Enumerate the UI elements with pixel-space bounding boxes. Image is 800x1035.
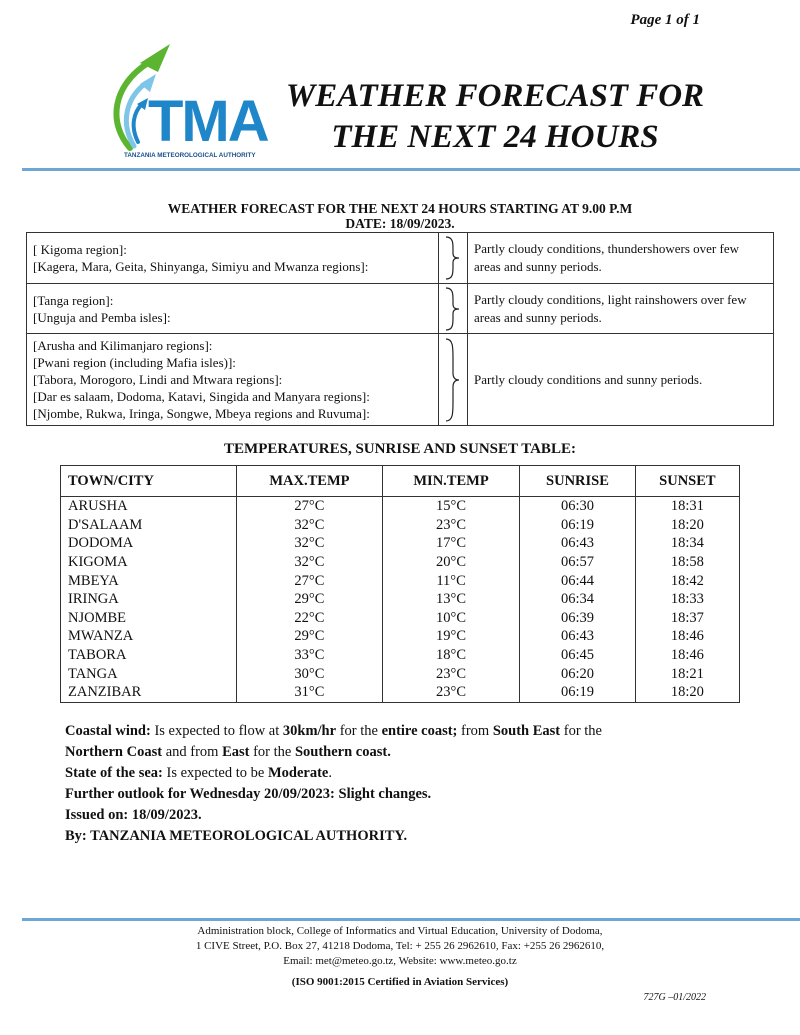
max-temp-cell: 33°C [237,646,383,665]
sunset-cell: 18:37 [635,609,739,628]
max-temp-cell: 32°C [237,553,383,572]
max-temp-cell: 32°C [237,534,383,553]
region-line: [Tanga region]: [33,292,114,308]
column-header: SUNSET [635,466,739,497]
region-line: [Njombe, Rukwa, Iringa, Songwe, Mbeya regions and Ruvuma]: [33,406,370,421]
form-code: 727G –01/2022 [643,992,706,1003]
min-temp-cell: 20°C [382,553,519,572]
wind-speed: 30km/hr [282,723,337,739]
region-row [27,334,774,426]
max-temp-cell: 27°C [237,571,383,590]
tma-logo-graphic [100,38,270,162]
min-temp-cell: 15°C [382,497,519,516]
table-row [61,553,740,572]
note-text: from [457,723,493,739]
region-row [27,233,774,284]
town-cell: ZANZIBAR [61,683,237,702]
town-cell: KIGOMA [61,553,237,572]
wind-direction: South East [492,723,561,739]
note-text: Is expected to be [162,765,268,781]
max-temp-cell: 27°C [237,497,383,516]
sunrise-cell: 06:45 [520,646,636,665]
note-text: Is expected to flow at [150,723,283,739]
forecast-heading [0,201,800,231]
max-temp-cell: 29°C [237,590,383,609]
wind-label: Coastal wind: [65,723,151,739]
issued-date: Issued on: 18/09/2023. [65,807,202,823]
note-text: for the [249,744,295,760]
column-header: MIN.TEMP [382,466,519,497]
sunrise-cell: 06:57 [520,553,636,572]
min-temp-cell: 11°C [382,571,519,590]
note-text: for the [560,723,602,739]
coastal-wind-note [65,721,705,763]
max-temp-cell: 32°C [237,516,383,535]
sea-value: Moderate [267,765,329,781]
region-forecast: Partly cloudy conditions, thundershowers over few areas and sunny periods. [468,233,774,284]
min-temp-cell: 23°C [382,664,519,683]
temperature-table [60,465,740,703]
sunset-cell: 18:33 [635,590,739,609]
town-cell: NJOMBE [61,609,237,628]
table-row [61,497,740,516]
issuer: By: TANZANIA METEOROLOGICAL AUTHORITY. [65,828,408,844]
town-cell: MWANZA [61,627,237,646]
wind-direction: East [222,744,250,760]
forecast-notes [65,721,705,847]
sunset-cell: 18:42 [635,571,739,590]
table-row [61,516,740,535]
town-cell: ARUSHA [61,497,237,516]
table-row [61,646,740,665]
note-text: for the [336,723,382,739]
min-temp-cell: 10°C [382,609,519,628]
max-temp-cell: 29°C [237,627,383,646]
table-header-row [61,466,740,497]
title-line-1: WEATHER FORECAST FOR [285,78,705,114]
max-temp-cell: 30°C [237,664,383,683]
town-cell: IRINGA [61,590,237,609]
region-line: [Arusha and Kilimanjaro regions]: [33,338,213,353]
table-row [61,609,740,628]
sunrise-cell: 06:20 [520,664,636,683]
page-number: Page 1 of 1 [630,12,700,28]
sunset-cell: 18:21 [635,664,739,683]
region-forecast: Partly cloudy conditions and sunny periods. [468,334,774,426]
region-list [27,284,439,334]
temperature-table-body [61,497,740,703]
temperature-table-title: TEMPERATURES, SUNRISE AND SUNSET TABLE: [224,441,576,457]
footer-rule [22,918,800,921]
sunrise-cell: 06:39 [520,609,636,628]
header-rule [22,168,800,171]
region-line: [Kagera, Mara, Geita, Shinyanga, Simiyu and Mwanza regions]: [33,259,369,274]
region-line: [Dar es salaam, Dodoma, Katavi, Singida and Manyara regions]: [33,389,370,404]
footer-address [0,924,800,969]
sunset-cell: 18:58 [635,553,739,572]
table-row [61,627,740,646]
forecast-date: DATE: 18/09/2023. [345,216,455,231]
min-temp-cell: 17°C [382,534,519,553]
note-text: . [328,765,332,781]
footer-line: 1 CIVE Street, P.O. Box 27, 41218 Dodoma, Tel: + 255 26 2962610, Fax: +255 26 2962610, [195,940,605,952]
sunset-cell: 18:20 [635,683,739,702]
town-cell: TANGA [61,664,237,683]
region-line: [Unguja and Pemba isles]: [33,309,171,325]
brace-icon [439,334,468,426]
min-temp-cell: 19°C [382,627,519,646]
sunrise-cell: 06:19 [520,683,636,702]
table-row [61,571,740,590]
sea-state-note [65,763,705,784]
town-cell: DODOMA [61,534,237,553]
min-temp-cell: 23°C [382,516,519,535]
min-temp-cell: 23°C [382,683,519,702]
sunset-cell: 18:46 [635,646,739,665]
table-row [61,664,740,683]
sunset-cell: 18:20 [635,516,739,535]
sunrise-cell: 06:43 [520,534,636,553]
town-cell: D'SALAAM [61,516,237,535]
main-title [280,76,710,158]
regions-forecast-table [26,232,774,426]
wind-region: Northern Coast [65,744,163,760]
logo-caption: TANZANIA METEOROLOGICAL AUTHORITY [124,152,256,159]
sea-label: State of the sea: [65,765,163,781]
max-temp-cell: 22°C [237,609,383,628]
table-row [61,683,740,702]
column-header: TOWN/CITY [61,466,237,497]
min-temp-cell: 13°C [382,590,519,609]
region-forecast: Partly cloudy conditions, light rainshowers over few areas and sunny periods. [468,284,774,334]
brace-icon [439,233,468,284]
sunrise-cell: 06:30 [520,497,636,516]
svg-text:TMA: TMA [148,89,268,154]
sunrise-cell: 06:34 [520,590,636,609]
forecast-heading-text: WEATHER FORECAST FOR THE NEXT 24 HOURS STARTING AT 9.00 P.M [167,201,633,216]
outlook-note: Further outlook for Wednesday 20/09/2023: Slight changes. [65,786,432,802]
region-line: [ Kigoma region]: [33,242,127,257]
sunset-cell: 18:31 [635,497,739,516]
min-temp-cell: 18°C [382,646,519,665]
sunrise-cell: 06:19 [520,516,636,535]
region-list [27,334,439,426]
footer-line: Administration block, College of Informatics and Virtual Education, University of Dodoma, [197,925,603,937]
region-row [27,284,774,334]
table-row [61,590,740,609]
sunset-cell: 18:34 [635,534,739,553]
wind-area: entire coast; [381,723,458,739]
tma-logo [100,38,270,162]
town-cell: TABORA [61,646,237,665]
region-line: [Tabora, Morogoro, Lindi and Mtwara regions]: [33,372,283,387]
iso-certification: (ISO 9001:2015 Certified in Aviation Services) [291,976,509,988]
title-line-2: THE NEXT 24 HOURS [331,119,659,155]
region-line: [Pwani region (including Mafia isles)]: [33,355,236,370]
town-cell: MBEYA [61,571,237,590]
sunrise-cell: 06:43 [520,627,636,646]
column-header: SUNRISE [520,466,636,497]
region-list [27,233,439,284]
column-header: MAX.TEMP [237,466,383,497]
sunrise-cell: 06:44 [520,571,636,590]
wind-region: Southern coast. [294,744,391,760]
sunset-cell: 18:46 [635,627,739,646]
table-row [61,534,740,553]
max-temp-cell: 31°C [237,683,383,702]
brace-icon [439,284,468,334]
footer-line: Email: met@meteo.go.tz, Website: www.meteo.go.tz [283,955,517,967]
note-text: and from [162,744,223,760]
